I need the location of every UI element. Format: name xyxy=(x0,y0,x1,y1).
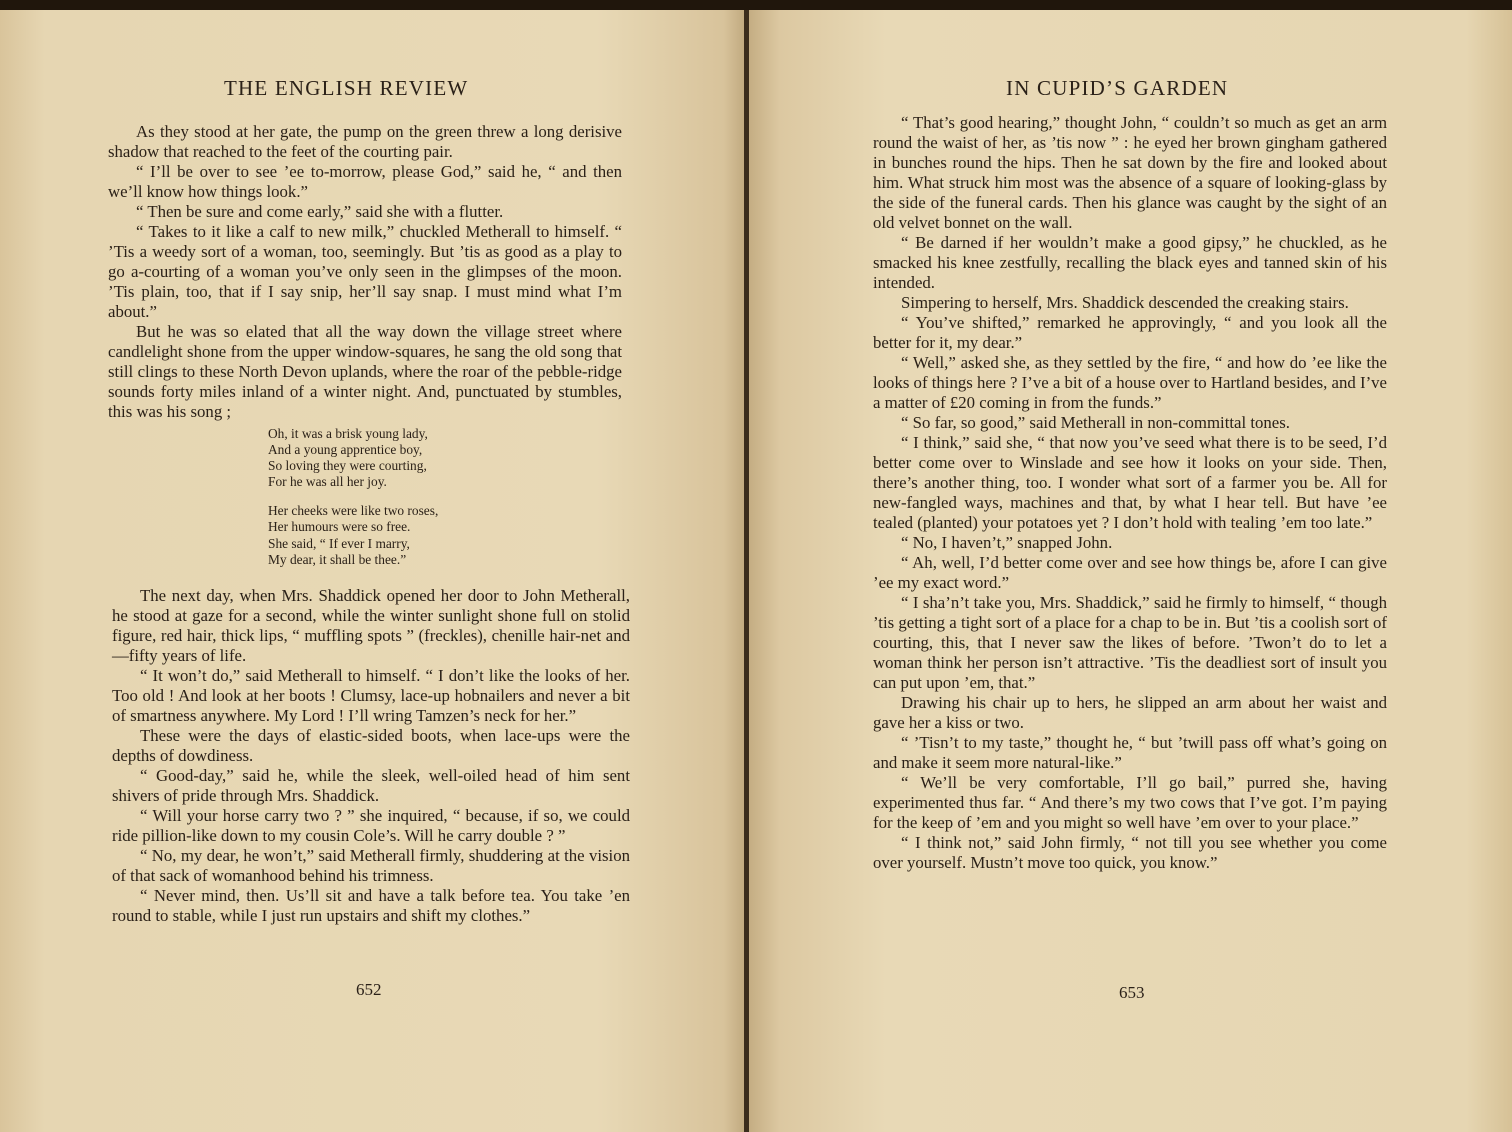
verse-line: Oh, it was a brisk young lady, xyxy=(268,426,428,441)
right-body xyxy=(873,113,1387,873)
paragraph: But he was so elated that all the way down the village street where candlelight shone from the upper window-squares, he sang the old song that still clings to these North Devon uplands, where the roar of the pebble-ridge sounds forty miles inland of a winter night. And, punctuated by stumbles, this was his song ; xyxy=(108,322,622,421)
verse-line: Her humours were so free. xyxy=(268,519,411,535)
paragraph: “ I think,” said she, “ that now you’ve seed what there is to be seed, I’d better come over to Winslade and see how it looks on your side. Then, there’s another thing, too. I wonder what sort of a farmer you be. All for new-fangled ways, machines and that, by what I hear tell. But have ’ee tealed (planted) your potatoes yet ? I don’t hold with tealing ’em too late.” xyxy=(873,433,1387,532)
stanza xyxy=(268,426,438,490)
paragraph: As they stood at her gate, the pump on the green threw a long derisive shadow that reached to the feet of the courting pair. xyxy=(108,122,622,161)
verse-line: And a young apprentice boy, xyxy=(268,442,423,458)
page-number-left: 652 xyxy=(356,980,382,999)
page-number-right: 653 xyxy=(1119,983,1145,1002)
paragraph: “ No, I haven’t,” snapped John. xyxy=(901,533,1113,552)
running-head-left: THE ENGLISH REVIEW xyxy=(224,76,469,100)
paragraph: “ So far, so good,” said Metherall in non-committal tones. xyxy=(901,413,1290,432)
paragraph: These were the days of elastic-sided boots, when lace-ups were the depths of dowdiness. xyxy=(112,726,630,765)
paragraph: “ I’ll be over to see ’ee to-morrow, please God,” said he, “ and then we’ll know how things look.” xyxy=(108,162,622,201)
paragraph: “ Be darned if her wouldn’t make a good gipsy,” he chuckled, as he smacked his knee zestfully, recalling the black eyes and tanned skin of his intended. xyxy=(873,233,1387,292)
paragraph: “ You’ve shifted,” remarked he approvingly, “ and you look all the better for it, my dear.” xyxy=(873,313,1387,352)
left-body-top xyxy=(108,122,622,422)
verse-line: My dear, it shall be thee.” xyxy=(268,551,407,567)
paragraph: The next day, when Mrs. Shaddick opened her door to John Metherall, he stood at gaze for a second, while the winter sunlight shone full on stolid figure, red hair, thick lips, “ muffling spots ” (freckles), chenille hair-net and—fifty years of life. xyxy=(112,586,630,665)
running-head-right: IN CUPID’S GARDEN xyxy=(1006,76,1229,100)
paragraph: “ It won’t do,” said Metherall to himself. “ I don’t like the looks of her. Too old ! And look at her boots ! Clumsy, lace-up hobnailers and never a bit of smartness anywhere. My Lord ! I’ll wring Tamzen’s neck for her.” xyxy=(112,666,630,725)
paragraph: “ Will your horse carry two ? ” she inquired, “ because, if so, we could ride pillion-like down to my cousin Cole’s. Will he carry double ? ” xyxy=(112,806,630,845)
paragraph: “ I sha’n’t take you, Mrs. Shaddick,” said he firmly to himself, “ though ’tis getting a tight sort of a place for a chap to be in. But ’tis a coolish sort of courting, this, that I never saw the likes of before. ’Twon’t do to let a woman think her person isn’t attractive. ’Tis the deadliest sort of insult you can put upon ’em, that.” xyxy=(873,593,1387,692)
paragraph: “ I think not,” said John firmly, “ not till you see whether you come over yourself. Mustn’t move too quick, you know.” xyxy=(873,833,1387,872)
stanza xyxy=(268,503,438,567)
verse-line: Her cheeks were like two roses, xyxy=(268,503,439,519)
paragraph: “ That’s good hearing,” thought John, “ couldn’t so much as get an arm round the waist of her, as ’tis now ” : he eyed her brown gingham gathered in bunches round the hips. Then he sat down by the fire and looked about him. What struck him most was the absence of a square of looking-glass by the side of the funeral cards. Then his glance was caught by the sight of an old velvet bonnet on the wall. xyxy=(873,113,1387,232)
paragraph: “ ’Tisn’t to my taste,” thought he, “ but ’twill pass off what’s going on and make it seem more natural-like.” xyxy=(873,733,1387,772)
paragraph: “ Then be sure and come early,” said she with a flutter. xyxy=(136,202,504,221)
paragraph: “ Takes to it like a calf to new milk,” chuckled Metherall to himself. “ ’Tis a weedy sort of a woman, too, seemingly. But ’tis as good as a play to go a-courting of a woman you’ve only seen in the glimpses of the moon. ’Tis plain, too, that if I say snip, her’ll say snap. I must mind what I’m about.” xyxy=(108,222,622,321)
paragraph: “ We’ll be very comfortable, I’ll go bail,” purred she, having experimented thus far. “ And there’s my two cows that I’ve got. I’m paying for the keep of ’em and you might so well have ’em over to your place.” xyxy=(873,773,1387,832)
paragraph: “ Well,” asked she, as they settled by the fire, “ and how do ’ee like the looks of things here ? I’ve a bit of a house over to Hartland besides, and I’ve a matter of £20 coming in from the funds.” xyxy=(873,353,1387,412)
paragraph: Simpering to herself, Mrs. Shaddick descended the creaking stairs. xyxy=(901,293,1349,312)
song-verse xyxy=(268,426,438,581)
left-body-bottom xyxy=(112,586,630,926)
verse-line: She said, “ If ever I marry, xyxy=(268,535,410,551)
paragraph: “ Never mind, then. Us’ll sit and have a talk before tea. You take ’en round to stable, while I just run upstairs and shift my clothes.” xyxy=(112,886,630,925)
paragraph: “ No, my dear, he won’t,” said Metherall firmly, shuddering at the vision of that sack of womanhood behind his trimness. xyxy=(112,846,630,885)
paragraph: Drawing his chair up to hers, he slipped an arm about her waist and gave her a kiss or two. xyxy=(873,693,1387,732)
paragraph: “ Ah, well, I’d better come over and see how things be, afore I can give ’ee my exact word.” xyxy=(873,553,1387,592)
paragraph: “ Good-day,” said he, while the sleek, well-oiled head of him sent shivers of pride through Mrs. Shaddick. xyxy=(112,766,630,805)
verse-line: For he was all her joy. xyxy=(268,474,387,490)
right-page xyxy=(749,10,1512,1132)
verse-line: So loving they were courting, xyxy=(268,458,427,474)
left-page xyxy=(0,10,746,1132)
